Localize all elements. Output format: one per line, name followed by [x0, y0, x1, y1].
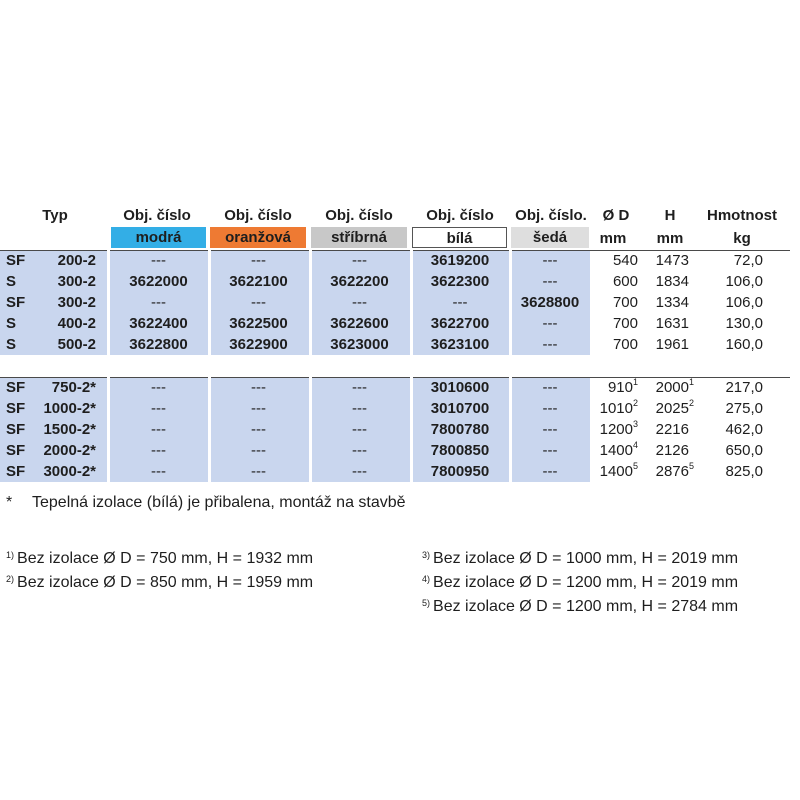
cell-bila: 3622700 [430, 315, 490, 332]
table-row [0, 377, 800, 398]
footnote [422, 550, 738, 568]
cell-mass: 217,0 [725, 379, 763, 396]
cell-oranzova: 3622900 [229, 336, 288, 353]
header-obj-cislo-4: Obj. číslo [426, 207, 494, 224]
cell-seda: --- [542, 379, 558, 396]
cell-typ-size: 3000-2* [43, 463, 96, 480]
diameter-value: 600 [612, 273, 638, 290]
color-swatch-seda: šedá [511, 227, 589, 248]
cell-oranzova: --- [251, 294, 266, 311]
cell-height [640, 250, 689, 271]
footnote [422, 598, 738, 616]
header-mass: Hmotnost [707, 207, 777, 224]
table-row [0, 461, 800, 482]
header-obj-cislo-3: Obj. číslo [325, 207, 393, 224]
cell-bila: 7800850 [430, 442, 490, 459]
footnote-mark: 3) [422, 550, 431, 560]
cell-modra: --- [151, 294, 166, 311]
cell-typ-prefix: SF [6, 421, 26, 438]
cell-modra: --- [151, 442, 166, 459]
diameter-value: 700 [612, 315, 638, 332]
cell-diameter [590, 461, 638, 482]
cell-mass: 462,0 [725, 421, 763, 438]
color-swatch-modra: modrá [111, 227, 206, 248]
diameter-value: 1400 [599, 463, 633, 480]
table-row [0, 292, 800, 313]
cell-diameter [590, 440, 638, 461]
cell-typ-size: 500-2 [57, 336, 96, 353]
table-row [0, 271, 800, 292]
diameter-value: 910 [607, 379, 633, 396]
cell-height [640, 292, 689, 313]
cell-height [640, 271, 689, 292]
diameter-value: 700 [612, 294, 638, 311]
cell-oranzova: 3622100 [229, 273, 288, 290]
cell-typ-size: 400-2 [57, 315, 96, 332]
cell-stribrna: --- [352, 379, 367, 396]
color-swatch-oranzova: oranžová [210, 227, 306, 248]
cell-modra: --- [151, 421, 166, 438]
cell-seda: --- [542, 442, 558, 459]
table-row [0, 440, 800, 461]
cell-height [640, 377, 694, 398]
height-value: 1473 [655, 252, 689, 269]
cell-height [640, 440, 689, 461]
cell-typ-size: 200-2 [57, 252, 96, 269]
cell-oranzova: --- [251, 379, 266, 396]
diameter-footnote-mark: 4 [632, 440, 638, 450]
cell-height [640, 398, 694, 419]
cell-modra: --- [151, 463, 166, 480]
height-value: 1961 [655, 336, 689, 353]
cell-mass: 130,0 [725, 315, 763, 332]
diameter-value: 1200 [599, 421, 633, 438]
table-row [0, 419, 800, 440]
cell-height [640, 313, 689, 334]
cell-mass: 825,0 [725, 463, 763, 480]
cell-seda: --- [542, 336, 558, 353]
cell-height [640, 419, 689, 440]
height-value: 2216 [655, 421, 689, 438]
cell-stribrna: --- [352, 442, 367, 459]
cell-seda: --- [542, 315, 558, 332]
footnote-text: Bez izolace Ø D = 1200 mm, H = 2019 mm [433, 574, 739, 591]
header-obj-cislo-1: Obj. číslo [123, 207, 191, 224]
footnote-mark: 2) [6, 574, 15, 584]
header-unit-mm-d: mm [599, 230, 627, 247]
cell-mass: 160,0 [725, 336, 763, 353]
diameter-value: 540 [612, 252, 638, 269]
cell-bila: 7800950 [430, 463, 490, 480]
diameter-footnote-mark: 2 [632, 398, 638, 408]
cell-stribrna: --- [352, 252, 367, 269]
footnote-mark: 4) [422, 574, 431, 584]
cell-mass: 650,0 [725, 442, 763, 459]
table-row [0, 398, 800, 419]
cell-stribrna: --- [352, 294, 367, 311]
cell-typ-size: 750-2* [51, 379, 96, 396]
height-value: 2876 [655, 463, 689, 480]
cell-oranzova: 3622500 [229, 315, 288, 332]
cell-stribrna: --- [352, 463, 367, 480]
cell-modra: --- [151, 379, 166, 396]
header-obj-cislo-5: Obj. číslo. [515, 207, 587, 224]
cell-bila: 3622300 [430, 273, 490, 290]
note-text: Tepelná izolace (bílá) je přibalena, montáž na stavbě [32, 494, 406, 511]
height-value: 2126 [655, 442, 689, 459]
cell-bila: 3010600 [430, 379, 490, 396]
height-value: 1631 [655, 315, 689, 332]
cell-typ-prefix: SF [6, 379, 26, 396]
cell-seda: --- [542, 400, 558, 417]
cell-stribrna: --- [352, 421, 367, 438]
cell-mass: 106,0 [725, 273, 763, 290]
cell-oranzova: --- [251, 252, 266, 269]
cell-mass: 275,0 [725, 400, 763, 417]
color-swatch-stribrna: stříbrná [311, 227, 407, 248]
diameter-footnote-mark: 1 [632, 377, 638, 387]
table-row [0, 334, 800, 355]
cell-diameter [590, 419, 638, 440]
cell-typ-prefix: SF [6, 294, 26, 311]
cell-seda: --- [542, 273, 558, 290]
cell-seda: --- [542, 421, 558, 438]
cell-modra: --- [151, 252, 166, 269]
table-row [0, 250, 800, 271]
color-swatch-bila: bílá [412, 227, 507, 248]
cell-typ-size: 300-2 [57, 273, 96, 290]
footnote-mark: 1) [6, 550, 15, 560]
footnote [422, 574, 738, 592]
cell-modra: 3622000 [129, 273, 188, 290]
cell-seda: --- [542, 252, 558, 269]
footnote-text: Bez izolace Ø D = 1200 mm, H = 2784 mm [433, 598, 739, 615]
height-value: 2000 [655, 379, 689, 396]
height-value: 1834 [655, 273, 689, 290]
diameter-footnote-mark: 3 [632, 419, 638, 429]
footnote [6, 574, 313, 592]
cell-oranzova: --- [251, 421, 266, 438]
cell-typ-prefix: S [6, 315, 17, 332]
header-obj-cislo-2: Obj. číslo [224, 207, 292, 224]
cell-typ-size: 300-2 [57, 294, 96, 311]
header-unit-kg: kg [733, 230, 751, 247]
height-value: 1334 [655, 294, 689, 311]
cell-modra: 3622400 [129, 315, 188, 332]
cell-modra: 3622800 [129, 336, 188, 353]
note-star: * [6, 494, 13, 511]
height-footnote-mark: 2 [688, 398, 694, 408]
cell-oranzova: --- [251, 463, 266, 480]
footnote-text: Bez izolace Ø D = 1000 mm, H = 2019 mm [433, 550, 739, 567]
cell-typ-prefix: SF [6, 463, 26, 480]
cell-modra: --- [151, 400, 166, 417]
cell-diameter [590, 377, 638, 398]
cell-height [640, 461, 694, 482]
footnote [6, 550, 313, 568]
cell-bila: 7800780 [430, 421, 490, 438]
cell-seda: 3628800 [520, 294, 580, 311]
header-typ: Typ [42, 207, 68, 224]
cell-oranzova: --- [251, 442, 266, 459]
table-row [0, 313, 800, 334]
cell-typ-prefix: SF [6, 252, 26, 269]
cell-diameter [590, 313, 638, 334]
cell-oranzova: --- [251, 400, 266, 417]
cell-bila: 3623100 [430, 336, 490, 353]
cell-typ-size: 1500-2* [43, 421, 96, 438]
cell-bila: 3010700 [430, 400, 490, 417]
header-diameter: Ø D [602, 207, 630, 224]
header-height: H [664, 207, 676, 224]
diameter-value: 1010 [599, 400, 633, 417]
cell-mass: 106,0 [725, 294, 763, 311]
footnote-text: Bez izolace Ø D = 850 mm, H = 1959 mm [17, 574, 314, 591]
cell-stribrna: --- [352, 400, 367, 417]
cell-bila: 3619200 [430, 252, 490, 269]
cell-typ-prefix: SF [6, 442, 26, 459]
header-unit-mm-h: mm [656, 230, 684, 247]
cell-height [640, 334, 689, 355]
cell-stribrna: 3623000 [330, 336, 389, 353]
height-value: 2025 [655, 400, 689, 417]
footnote-mark: 5) [422, 598, 431, 608]
diameter-value: 700 [612, 336, 638, 353]
diameter-value: 1400 [599, 442, 633, 459]
footnote-text: Bez izolace Ø D = 750 mm, H = 1932 mm [17, 550, 314, 567]
diameter-footnote-mark: 5 [632, 461, 638, 471]
cell-diameter [590, 271, 638, 292]
cell-typ-size: 2000-2* [43, 442, 96, 459]
height-footnote-mark: 1 [688, 377, 694, 387]
cell-mass: 72,0 [733, 252, 763, 269]
cell-diameter [590, 398, 638, 419]
cell-seda: --- [542, 463, 558, 480]
cell-diameter [590, 292, 638, 313]
cell-stribrna: 3622200 [330, 273, 389, 290]
cell-diameter [590, 334, 638, 355]
height-footnote-mark: 5 [688, 461, 694, 471]
cell-bila: --- [452, 294, 468, 311]
cell-typ-prefix: SF [6, 400, 26, 417]
cell-stribrna: 3622600 [330, 315, 389, 332]
cell-typ-size: 1000-2* [43, 400, 96, 417]
cell-diameter [590, 250, 638, 271]
cell-typ-prefix: S [6, 273, 17, 290]
cell-typ-prefix: S [6, 336, 17, 353]
